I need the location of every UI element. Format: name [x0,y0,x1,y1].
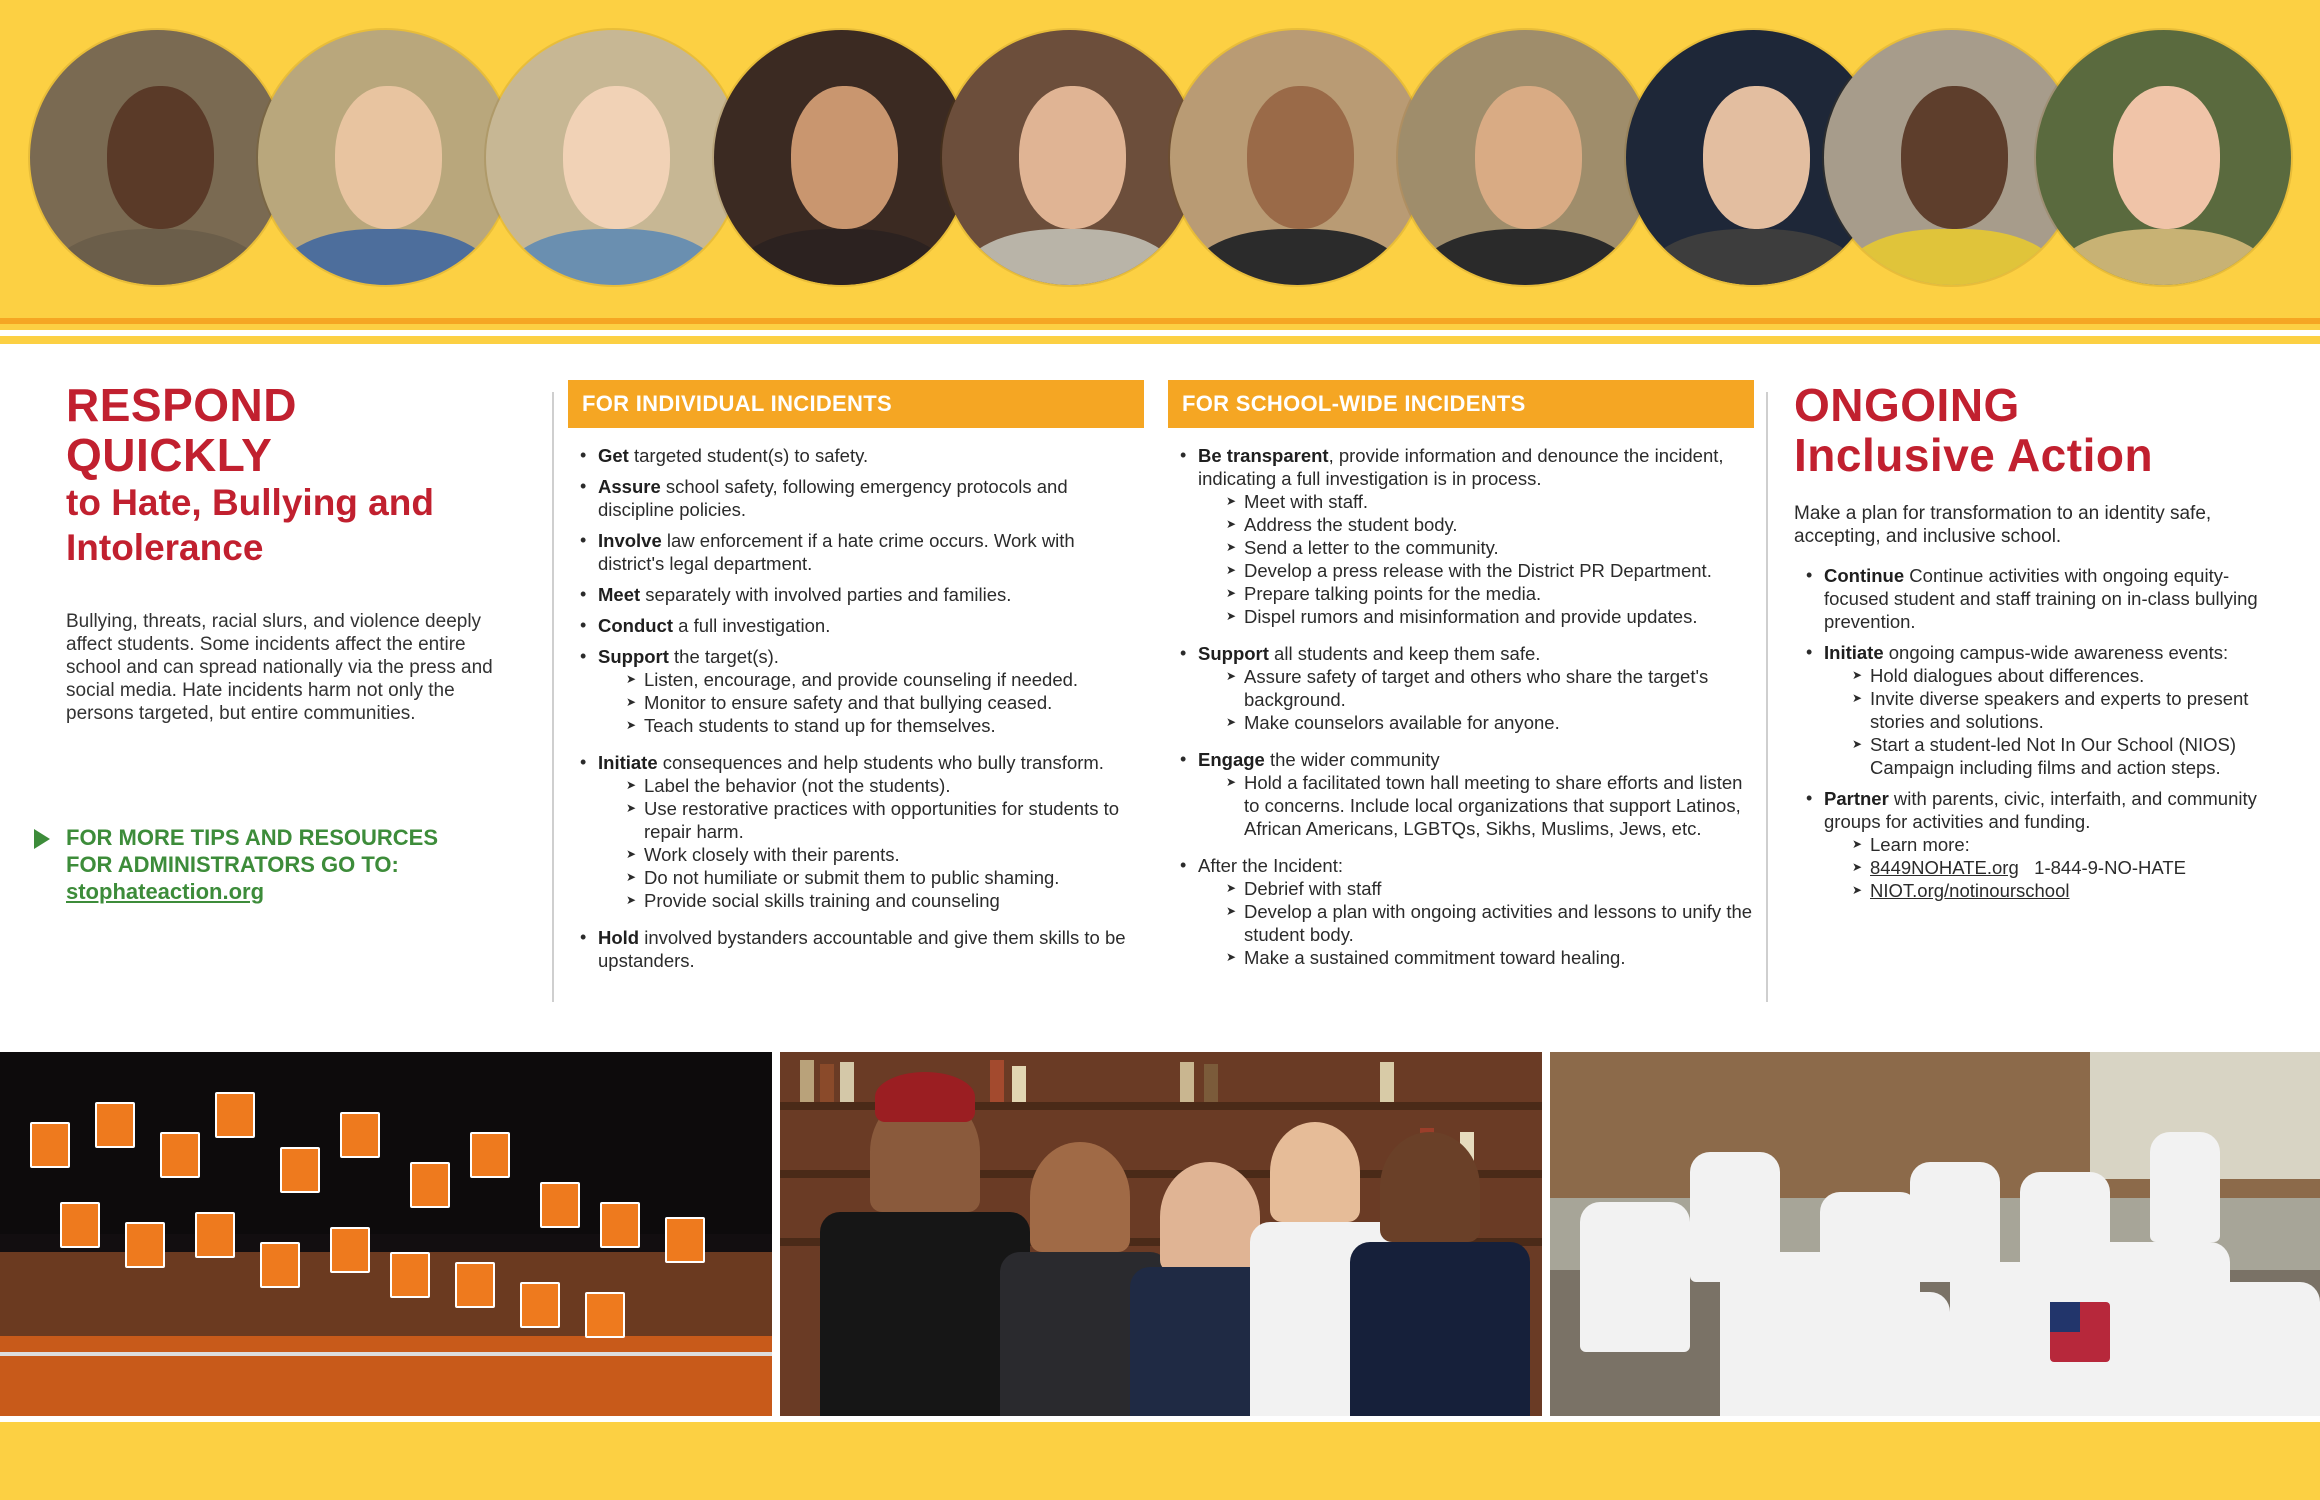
sub-list-item [1854,856,2264,879]
list-item: • Assure school safety, following emergency protocols and discipline policies. [568,475,1144,521]
sub-list-item: ➤ Develop a press release with the District PR Department. [1228,559,1754,582]
list-item: • Hold involved bystanders accountable and give them skills to be upstanders. [568,926,1144,972]
sub-list-item: ➤ Send a letter to the community. [1228,536,1754,559]
more-resources [66,824,496,905]
portrait-photo-1 [30,30,285,285]
students-library-photo [780,1052,1542,1416]
play-arrow-icon [34,829,50,849]
top-banner [0,0,2320,330]
respond-quickly-section [66,379,506,904]
turn-your-back-on-hate-photo [1550,1052,2320,1416]
sub-list [1824,833,2264,902]
sub-list-item: ➤ Teach students to stand up for themselves. [628,714,1144,737]
sub-list-item [1854,879,2264,902]
list-item: • Conduct a full investigation. [568,614,1144,637]
sub-list-item: ➤ Invite diverse speakers and experts to present stories and solutions. [1854,687,2264,733]
portrait-photo-6 [1170,30,1425,285]
sub-list-item: ➤ Make counselors available for anyone. [1228,711,1754,734]
niot-link[interactable]: NIOT.org/notinourschool [1870,880,2070,901]
individual-incidents-header: FOR INDIVIDUAL INCIDENTS [568,380,1144,428]
sub-list-item: ➤ Label the behavior (not the students). [628,774,1144,797]
hotline-phone: 1-844-9-NO-HATE [2034,857,2186,878]
sub-list [1198,665,1754,734]
individual-incidents-section [568,380,1144,980]
list-item: • Get targeted student(s) to safety. [568,444,1144,467]
respond-heading-2: QUICKLY [66,429,273,481]
portrait-photo-5 [942,30,1197,285]
ongoing-heading-2: Inclusive Action [1794,429,2154,481]
sub-list-item: ➤ Start a student-led Not In Our School (NIOS) Campaign including films and action steps. [1854,733,2264,779]
ongoing-plan: Make a plan for transformation to an identity safe, accepting, and inclusive school. [1794,503,2212,547]
stophateaction-link[interactable]: stophateaction.org [66,879,265,904]
sub-list [598,668,1144,737]
column-divider [1766,392,1768,1002]
sub-list [598,774,1144,912]
bottom-band [0,1422,2320,1500]
sub-list-item: ➤ Dispel rumors and misinformation and provide updates. [1228,605,1754,628]
portrait-photo-4 [714,30,969,285]
list-item: • Partner with parents, civic, interfaith, and community groups for activities and funding. ➤ Learn more: ➤ 8449NOHATE.org 1-844-9-NO-HATE ➤ NIOT.org/notinourschool [1794,787,2264,902]
ongoing-action-section [1794,380,2264,910]
sub-list-item: ➤ Meet with staff. [1228,490,1754,513]
list-item: • Be transparent, provide information and denounce the incident, indicating a full investigation is in process. ➤ Meet with staff. ➤ Address the student body. ➤ Send a letter to the community. ➤ Develop a press release with the District PR Department. ➤ Prepare talking points for the media. ➤ Dispel rumors and misinformation and provide updates. [1168,444,1754,628]
list-item: • Initiate ongoing campus-wide awareness events: ➤ Hold dialogues about differences. ➤ Invite diverse speakers and experts to present stories and solutions. ➤ Start a student-led Not In Our School (NIOS) Campaign including films and action steps. [1794,641,2264,779]
school-wide-incidents-header: FOR SCHOOL-WIDE INCIDENTS [1168,380,1754,428]
sub-list [1824,664,2264,779]
nohate-link[interactable]: 8449NOHATE.org [1870,857,2019,878]
list-item: • Support the target(s). ➤ Listen, encourage, and provide counseling if needed. ➤ Monitor to ensure safety and that bullying ceased. ➤ Teach students to stand up for themselves. [568,645,1144,737]
portrait-photo-3 [486,30,741,285]
list-item: • Support all students and keep them safe. ➤ Assure safety of target and others who share the target's background. ➤ Make counselors available for anyone. [1168,642,1754,734]
sub-list-item: ➤ Learn more: [1854,833,2264,856]
portrait-photo-2 [258,30,513,285]
sub-list-item: ➤ Listen, encourage, and provide counseling if needed. [628,668,1144,691]
list-item: • Engage the wider community ➤ Hold a facilitated town hall meeting to share efforts and listen to concerns. Include local organizations that support Latinos, African Americans, LGBTQs, Sikhs, Muslims, Jews, etc. [1168,748,1754,840]
sub-list-item: ➤ Debrief with staff [1228,877,1754,900]
list-item: • Continue Continue activities with ongoing equity-focused student and staff training on in-class bullying prevention. [1794,564,2264,633]
sub-list-item: ➤ Provide social skills training and counseling [628,889,1144,912]
school-wide-incidents-list [1168,444,1754,969]
rally-photo [0,1052,772,1416]
respond-subheading-1: to Hate, Bullying and [66,482,434,523]
individual-incidents-list [568,444,1144,972]
column-divider [552,392,554,1002]
sub-list [1198,771,1754,840]
sub-list-item: ➤ Use restorative practices with opportunities for students to repair harm. [628,797,1144,843]
list-item: • After the Incident: ➤ Debrief with staff ➤ Develop a plan with ongoing activities and lessons to unify the student body. ➤ Make a sustained commitment toward healing. [1168,854,1754,969]
school-wide-incidents-section [1168,380,1754,977]
sub-list [1198,490,1754,628]
sub-list-item: ➤ Assure safety of target and others who share the target's background. [1228,665,1754,711]
sub-list-item: ➤ Do not humiliate or submit them to public shaming. [628,866,1144,889]
respond-heading-1: RESPOND [66,379,297,431]
sub-list-item: ➤ Monitor to ensure safety and that bullying ceased. [628,691,1144,714]
sub-list-item: ➤ Work closely with their parents. [628,843,1144,866]
sub-list-item: ➤ Address the student body. [1228,513,1754,536]
portrait-photo-10 [2036,30,2291,285]
ongoing-list [1794,564,2264,902]
more-resources-line-2: FOR ADMINISTRATORS GO TO: [66,852,399,877]
list-item: • Involve law enforcement if a hate crime occurs. Work with district's legal department. [568,529,1144,575]
sub-list-item: ➤ Prepare talking points for the media. [1228,582,1754,605]
respond-intro: Bullying, threats, racial slurs, and violence deeply affect students. Some incidents affect the entire school and can spread nationally via the press and social media. Hate incidents harm not only the persons targeted, but entire communities. [66,611,493,724]
banner-stripe [0,318,2320,324]
ongoing-heading-1: ONGOING [1794,379,2020,431]
banner-stripe-2 [0,336,2320,344]
more-resources-line-1: FOR MORE TIPS AND RESOURCES [66,825,438,850]
sub-list-item: ➤ Develop a plan with ongoing activities and lessons to unify the student body. [1228,900,1754,946]
list-item: • Meet separately with involved parties and families. [568,583,1144,606]
portrait-photo-7 [1398,30,1653,285]
sub-list [1198,877,1754,969]
sub-list-item: ➤ Hold dialogues about differences. [1854,664,2264,687]
respond-subheading-2: Intolerance [66,527,264,568]
sub-list-item: ➤ Hold a facilitated town hall meeting to share efforts and listen to concerns. Include local organizations that support Latinos, African Americans, LGBTQs, Sikhs, Muslims, Jews, etc. [1228,771,1754,840]
sub-list-item: ➤ Make a sustained commitment toward healing. [1228,946,1754,969]
list-item: • Initiate consequences and help students who bully transform. ➤ Label the behavior (not the students). ➤ Use restorative practices with opportunities for students to repair harm. ➤ Work closely with their parents. ➤ Do not humiliate or submit them to public shaming. ➤ Provide social skills training and counseling [568,751,1144,912]
